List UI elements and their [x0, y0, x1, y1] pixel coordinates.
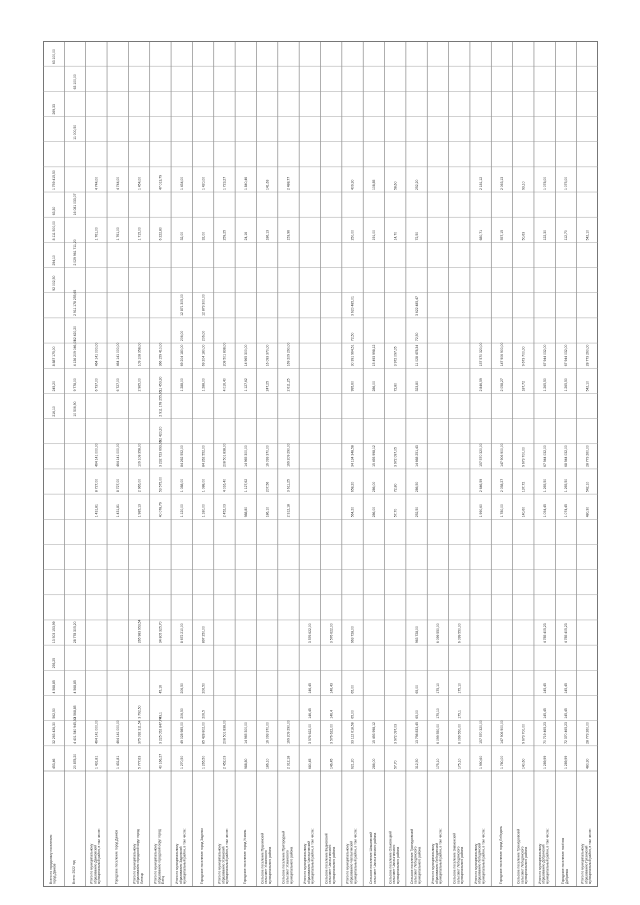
table-cell: 84 262 552,00 [201, 445, 206, 467]
table-cell: 50,63 [521, 231, 526, 241]
table-cell: 4 568,85 [51, 680, 56, 694]
table-cell: 480,30 [585, 506, 590, 518]
table-cell: 557,15 [500, 230, 505, 241]
table-cell: 14 965 300,00 [243, 722, 248, 744]
row-label: Сельское поселение Пушкинскийсельсовет Усманскогомуниципального района [260, 832, 272, 884]
table-cell: 1 180,00 [201, 504, 206, 518]
table-cell: 15 493 998,12 [372, 722, 377, 744]
table-cell: 6 222,80 [158, 227, 163, 241]
table-cell: 137,72 [521, 481, 526, 493]
table-cell: 3 792,50 [137, 705, 142, 719]
table-cell: 1 454,00 [137, 176, 142, 191]
table-cell: 2 181,12 [478, 176, 483, 191]
table-cell: 1 985,13 [137, 504, 142, 518]
table-cell: 250,00 [350, 230, 355, 241]
table-cell: 145,45 [542, 708, 547, 719]
table-cell: 252,50 [414, 506, 419, 518]
table-cell: 33 112 618,58 [350, 722, 355, 744]
table-cell: 206,5 [201, 710, 206, 719]
table-cell: 112,70 [564, 230, 569, 241]
table-cell: 1 127,62 [243, 378, 248, 392]
table-cell: 963 728,00 [414, 626, 419, 644]
table-cell: 16 081 033,07 [73, 193, 78, 216]
table-cell: 187,72 [521, 381, 526, 392]
table-cell: 294,10 [51, 255, 56, 266]
table-cell: 72,50 [350, 332, 355, 342]
table-cell: 28 773 260,00 [585, 445, 590, 467]
table-cell: 45,16 [158, 684, 163, 694]
table-cell: 1 780,00 [500, 755, 505, 769]
table-cell: 72,80 [393, 483, 398, 493]
table-cell: 65,00 [350, 684, 355, 694]
table-cell: 2 058,27 [500, 378, 505, 392]
table-cell: 146,45 [329, 758, 334, 769]
table-cell: 1 761,00 [115, 227, 120, 241]
table-cell: 323,80 [414, 381, 419, 392]
row-label: Сельское поселение Ведновскийсельсовет Чаплыгинскогомуниципального района [324, 833, 336, 884]
row-label: Всего: 2022 год [72, 860, 77, 884]
table-cell: 2 312,18 [286, 755, 291, 769]
table-cell: 1 265,50 [564, 478, 569, 493]
rotated-document-page [43, 41, 598, 887]
table-cell: 1 431,81 [94, 755, 99, 769]
table-cell: 8 727,00 [94, 478, 99, 493]
table-cell: 4 744,00 [94, 176, 99, 191]
table-cell: 85 428 802,00 [201, 722, 206, 744]
table-cell: 1 715,00 [137, 227, 142, 241]
table-cell: 153,96 [286, 230, 291, 241]
table-cell: 9 778,00 [73, 378, 78, 392]
table-cell: 191,00 [372, 230, 377, 241]
table-cell: 1 078,00 [542, 176, 547, 191]
table-cell: 13 503 153,99 [51, 621, 56, 644]
row-label: Сельское поселение Пригородныйсельсовет Усманскогомуниципального района [281, 830, 294, 884]
table-cell: 175,10 [457, 683, 462, 694]
table-cell: 4 401 540 945,30 [73, 717, 78, 744]
table-cell: 11 028 478,34 [414, 344, 419, 367]
table-cell: 542,10 [585, 481, 590, 493]
table-cell: 68 944 032,00 [564, 445, 569, 467]
table-cell: 146,43 [329, 683, 334, 694]
table-cell: 1 127,62 [243, 478, 248, 493]
table-cell: 562,50 [51, 708, 56, 719]
table-cell: 146,45 [308, 683, 313, 694]
row-label: Итого по муниципальномуобразованию Лебедянскиймуниципальный район, в том числе: [431, 828, 443, 884]
table-cell: 1 288,00 [179, 378, 184, 392]
table-cell: 1 723,27 [222, 176, 227, 191]
table-cell: 146,45 [308, 708, 313, 719]
table-cell: 40 078,79 [158, 502, 163, 518]
table-cell: 32,00 [179, 231, 184, 241]
table-cell: 58,60 [393, 181, 398, 191]
table-cell: 157 570 320,00 [478, 720, 483, 744]
table-cell: 14,70 [393, 231, 398, 241]
table-cell: 140,60 [521, 506, 526, 518]
table-cell: 157 570 320,00 [478, 443, 483, 467]
table-cell: 988,80 [243, 758, 248, 769]
table-cell: 57,70 [393, 508, 398, 518]
table-cell: 1 120,00 [179, 504, 184, 518]
table-cell: 109 108 358,00 [137, 342, 142, 367]
table-cell: 1 270,50 [179, 755, 184, 769]
table-cell: 145,45 [564, 683, 569, 694]
table-cell: 3 232 723 693,65 [158, 440, 163, 467]
table-cell: 464 141 000,00 [115, 443, 120, 467]
table-cell: 122,30 [542, 230, 547, 241]
table-cell: 1 265,50 [542, 378, 547, 392]
table-cell: 147 906 900,00 [500, 720, 505, 744]
table-cell: 3 622 485,47 [414, 296, 419, 316]
table-cell: 1 431,81 [115, 755, 120, 769]
table-cell: 2 063,13 [500, 176, 505, 191]
table-cell: 14 965 300,00 [243, 344, 248, 367]
row-label: Сельское поселение Ольховецкийсельсовет Чаплыгинскогомуниципального района [388, 831, 401, 884]
table-cell: 206,50 [201, 683, 206, 694]
table-cell: 4 785 405,23 [542, 623, 547, 644]
table-cell: 4 785 405,23 [564, 623, 569, 644]
row-label: Городское поселение город Данков [114, 829, 119, 884]
table-cell: 286,50 [414, 481, 419, 493]
row-label: Сельское поселение Троекуровскийсельсовет Лебедянскогомуниципального района [409, 828, 422, 884]
table-cell: 1 074,45 [564, 504, 569, 518]
table-cell: 286,00 [372, 381, 377, 392]
table-cell: 208 501 838,00 [222, 443, 227, 467]
table-cell: 464 141 000,00 [115, 342, 120, 367]
table-cell: 1 840,46 [243, 176, 248, 191]
table-cell: 269,33 [51, 104, 56, 115]
table-cell: 3 576 622,00 [329, 623, 334, 644]
table-cell: 480,30 [585, 758, 590, 769]
table-cell: 1 434,00 [179, 176, 184, 191]
table-cell: 3 576 622,00 [308, 623, 313, 644]
table-cell: 409,30 [350, 179, 355, 191]
table-cell: 4 568,85 [73, 705, 78, 719]
table-cell: 4 136 209 046,00 [73, 339, 78, 367]
row-label: Сельское поселение Троекуровскийсельсовет Лебедянскогомуниципального района [516, 828, 529, 884]
table-cell: 995,60 [350, 381, 355, 392]
table-cell: 1 431,81 [115, 504, 120, 518]
table-cell: 6 099 550,00 [436, 623, 441, 644]
table-cell: 175,10 [436, 758, 441, 769]
table-cell: 65,00 [350, 710, 355, 719]
table-cell: 175,10 [457, 758, 462, 769]
table-cell: 2 029 961 711,20 [73, 239, 78, 266]
table-cell: 175,1 [457, 710, 462, 719]
table-cell: 2 312,18 [286, 504, 291, 518]
table-cell: 57,70 [393, 760, 398, 769]
table-cell: 1 761,00 [94, 227, 99, 241]
table-cell: 464 141 000,00 [94, 720, 99, 744]
row-label: Городское поселение посёлокДобринка [561, 837, 569, 884]
table-cell: 10 506,90 [73, 401, 78, 417]
row-label: Городское поселение город Усмань [242, 829, 247, 884]
table-cell: 2 452,03 [222, 504, 227, 518]
table-cell: 72,80 [393, 382, 398, 392]
table-cell: 169 209 290,00 [286, 720, 291, 744]
row-label: Итого по муниципальномуобразованию Чаплыгинскиймуниципальный район, в том числе: [303, 828, 315, 884]
table-cell: 63,30 [51, 206, 56, 216]
table-cell: 16 093 370,00 [265, 445, 270, 467]
table-cell: 1 780,00 [500, 504, 505, 518]
table-cell: 63 100,00 [73, 74, 78, 90]
table-cell: 2 846,59 [478, 378, 483, 392]
table-cell: 175,10 [436, 708, 441, 719]
table-cell: 14 668 251,43 [414, 445, 419, 467]
table-cell: 1 990,60 [478, 504, 483, 518]
table-cell: 8 887 175,00 [51, 346, 56, 367]
table-cell: 1 420,00 [201, 176, 206, 191]
table-cell: 2 965,00 [137, 478, 142, 493]
table-cell: 62 420,20 [158, 426, 163, 442]
table-cell: 3 620 485,01 [350, 296, 355, 316]
table-cell: 32 263 426,30 [51, 722, 56, 744]
row-label: Итого по муниципальномуобразованию Данковскиймуниципальный район, в том числе: [89, 828, 102, 884]
table-cell: 680,45 [308, 758, 313, 769]
table-cell: 1 265,50 [542, 478, 547, 493]
table-cell: 2 911 178 255,65 [73, 289, 78, 316]
table-cell: 67 944 032,00 [542, 344, 547, 367]
table-cell: 186,13 [265, 230, 270, 241]
table-cell: 69 204 180,00 [201, 344, 206, 367]
table-cell: 265 983 953,54 [137, 619, 142, 644]
table-cell: 147 906 900,00 [500, 342, 505, 367]
table-cell: 3 576 622,00 [329, 724, 334, 744]
row-label: Сельское поселение Шишкинскийсельсовет Чаплыгинского района [368, 831, 377, 884]
table-cell: 69 204 180,00 [179, 344, 184, 367]
table-cell: 169 209 290,00 [286, 342, 291, 367]
table-cell: 28 778 305,20 [73, 621, 78, 644]
table-cell: 84 262 552,00 [179, 445, 184, 467]
table-cell: 28 773 260,00 [585, 344, 590, 367]
table-cell: 65,00 [414, 684, 419, 694]
table-cell: 259,25 [222, 230, 227, 241]
table-cell: 63 100,00 [51, 49, 56, 65]
table-cell: 464 141 000,00 [94, 443, 99, 467]
table-cell: 988,80 [243, 506, 248, 518]
table-cell: 34 134 348,58 [350, 445, 355, 467]
table-cell: 93,10 [521, 181, 526, 191]
table-cell: 72,50 [414, 332, 419, 342]
table-cell: 6 737,00 [94, 378, 99, 392]
table-cell: 1 990,60 [478, 755, 483, 769]
table-cell: 16 093 370,00 [265, 722, 270, 744]
table-cell: 207,56 [265, 481, 270, 493]
row-label: Итого по муниципальномуобразованию городской округ городЕлец [153, 829, 166, 884]
table-cell: 175,10 [436, 683, 441, 694]
table-cell: 28 773 260,00 [585, 722, 590, 744]
row-label: Итого по муниципальномуобразованию Усманскиймуниципальный район, в том числе: [217, 828, 230, 884]
table-cell: 247,25 [265, 381, 270, 392]
table-cell: 3 972 097,03 [393, 724, 398, 744]
table-cell: 5 777,63 [137, 755, 142, 769]
table-cell: 542,10 [585, 381, 590, 392]
table-cell: 897 250,00 [201, 626, 206, 644]
table-cell: 312,50 [414, 758, 419, 769]
row-label: Итого по муниципальномуобразованию Добринскиймуниципальный район, в том числе: [537, 828, 550, 884]
table-cell: 32,00 [201, 231, 206, 241]
table-cell: 6 099 550,00 [457, 623, 462, 644]
table-cell: 4 016,40 [222, 478, 227, 493]
table-cell: 3 972 097,05 [393, 447, 398, 467]
table-cell: 67 944 032,00 [542, 445, 547, 467]
table-cell: 1 265,50 [201, 755, 206, 769]
table-cell: 2 965,00 [137, 378, 142, 392]
table-cell: 157 570 320,00 [478, 342, 483, 367]
table-cell: 1 431,81 [94, 504, 99, 518]
row-label: Городское поселение город Задонск [200, 828, 205, 884]
row-label: Итого по муниципальномуобразованию городской округ городЛипецк [132, 829, 144, 884]
table-cell: 464 141 000,00 [115, 720, 120, 744]
table-cell: 140,60 [521, 758, 526, 769]
table-cell: 3 972 097,05 [393, 346, 398, 367]
table-cell: 3 225 052 847,74 [158, 717, 163, 744]
row-label: Сельское поселение Знаменскийсельсовет Лебедянскогомуниципального района [452, 833, 465, 884]
table-cell: 464 141 000,00 [94, 342, 99, 367]
table-cell: 3 611,25 [286, 479, 291, 493]
table-cell: 146,4 [329, 710, 334, 719]
table-cell: 8 727,00 [115, 478, 120, 493]
table-cell: 658,20 [350, 481, 355, 493]
table-cell: 109 108 358,00 [137, 443, 142, 467]
table-cell: 963 728,00 [350, 626, 355, 644]
table-cell: 453,46 [51, 758, 56, 769]
table-cell: 9 673 700,00 [521, 447, 526, 467]
table-cell: 621,20 [350, 758, 355, 769]
table-cell: 11 453,30 [158, 376, 163, 392]
table-cell: 286,00 [372, 758, 377, 769]
table-cell: 6 099 550,00 [436, 724, 441, 744]
table-cell: 49 028 985,00 [179, 722, 184, 744]
table-cell: 208 501 838,00 [222, 720, 227, 744]
table-cell: 108,85 [372, 179, 377, 191]
table-cell: 286,00 [372, 481, 377, 493]
table-cell: 186,10 [265, 758, 270, 769]
table-cell: 72,50 [414, 231, 419, 241]
table-cell: 34 805 325,70 [158, 621, 163, 644]
table-cell: 2 488,77 [286, 176, 291, 191]
table-cell: 12 873 300,00 [201, 294, 206, 316]
table-cell: 16 093 370,00 [265, 344, 270, 367]
table-cell: 4 568,85 [73, 680, 78, 694]
table-cell: 1 088,00 [201, 478, 206, 493]
table-cell: 564,20 [350, 506, 355, 518]
data-table [43, 41, 598, 887]
table-cell: 72 370 465,23 [564, 722, 569, 744]
table-cell: 1 088,00 [179, 478, 184, 493]
table-cell: 62 420,20 [73, 325, 78, 342]
table-cell: 8 672 210,00 [179, 623, 184, 644]
table-cell: 15 493 998,12 [372, 445, 377, 467]
table-cell: 40 166,27 [158, 753, 163, 769]
table-cell: 43,1 [158, 712, 163, 719]
row-label: Итого по муниципальномуобразованию Задонскиймуниципальный район, в том числе: [174, 828, 187, 884]
table-cell: 206,50 [179, 683, 184, 694]
table-cell: 186,10 [265, 506, 270, 518]
table-cell: 6 727,00 [115, 378, 120, 392]
table-cell: 8 111 500,00 [51, 221, 56, 241]
table-cell: 680,71 [478, 230, 483, 241]
table-cell: 20 878,20 [73, 753, 78, 769]
table-cell: 3 576 622,00 [308, 724, 313, 744]
row-label: Городское поселение город Лебедянь [498, 825, 503, 884]
table-cell: 293,25 [51, 657, 56, 669]
table-cell: 70 719 465,23 [542, 722, 547, 744]
table-cell: 13 798 833,45 [414, 722, 419, 744]
table-cell: 67 944 032,00 [564, 344, 569, 367]
table-cell: 375 092 311,54 [137, 720, 142, 744]
table-cell: 542,10 [585, 230, 590, 241]
table-cell: 206,00 [179, 330, 184, 342]
table-cell: 1 265,50 [564, 378, 569, 392]
row-label: Итого по муниципальномуобразованию Чаплыгинскиймуниципальный район, в том числе: [345, 828, 358, 884]
table-cell: 2 646,59 [478, 478, 483, 493]
table-cell: 1 075,00 [564, 176, 569, 191]
row-label: Итого по муниципальномуобразованию Грязинскиймуниципальный район, в том числе: [580, 828, 593, 884]
table-cell: 6 099 550,00 [457, 724, 462, 744]
table-cell: 2 058,27 [500, 478, 505, 493]
table-cell: 366 159 410,00 [158, 342, 163, 367]
table-cell: 53 575,00 [158, 477, 163, 493]
row-label: Всего по городскому поселениюгород Данков [48, 834, 57, 884]
table-cell: 2 611,25 [286, 378, 291, 392]
table-cell: 12 871 305,00 [179, 294, 184, 316]
row-label: Итого по муниципальномуобразованию Лебедянскиймуниципальный район, в том числе: [473, 828, 486, 884]
table-cell: 11 000,50 [73, 124, 78, 140]
table-cell: 206,50 [179, 708, 184, 719]
table-cell: 1 289,99 [564, 755, 569, 769]
table-cell: 24,16 [243, 231, 248, 241]
table-cell: 208 501 838,00 [222, 342, 227, 367]
table-cell: 286,00 [372, 506, 377, 518]
table-cell: 1 288,00 [201, 378, 206, 392]
table-cell: 30 391 964,51 [350, 344, 355, 367]
table-cell: 252,20 [414, 179, 419, 191]
table-cell: 47 013,79 [158, 174, 163, 191]
table-cell: 9 673 700,00 [521, 724, 526, 744]
table-cell: 1 054,45 [542, 504, 547, 518]
table-cell: 206,00 [201, 330, 206, 342]
table-cell: 4 744,00 [115, 176, 120, 191]
table-cell: 9 673 700,00 [521, 346, 526, 367]
table-cell: 4 016,40 [222, 378, 227, 392]
table-cell: 145,45 [564, 708, 569, 719]
table-cell: 169 209 290,00 [286, 443, 291, 467]
table-cell: 145,45 [542, 683, 547, 694]
table-cell: 14 965 300,00 [243, 445, 248, 467]
table-cell: 245,20 [51, 381, 56, 392]
table-cell: 141,63 [265, 179, 270, 191]
table-cell: 147 906 900,00 [500, 443, 505, 467]
table-cell: 1 759 415,50 [51, 170, 56, 191]
table-cell: 1 289,99 [542, 755, 547, 769]
table-cell: 2 911 178 255,65 [158, 390, 163, 417]
table-cell: 65,00 [414, 710, 419, 719]
table-cell: 15 493 998,12 [372, 344, 377, 367]
table-cell: 2 452,03 [222, 755, 227, 769]
table-cell: 92 002,50 [51, 275, 56, 291]
table-cell: 216,10 [51, 406, 56, 417]
